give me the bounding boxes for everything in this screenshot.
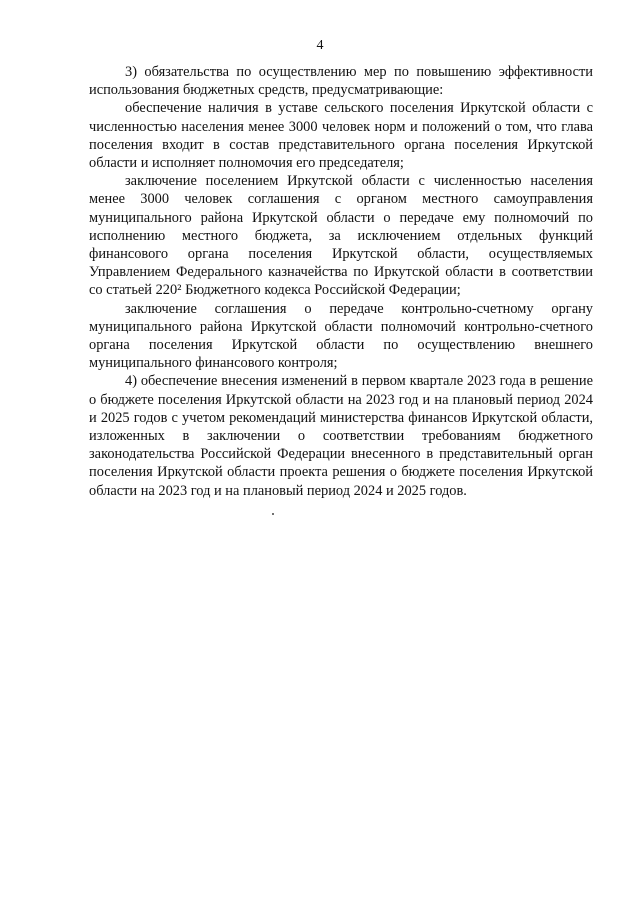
scan-dot-mark xyxy=(272,513,274,515)
page-number: 4 xyxy=(316,38,324,53)
paragraph-item-4-budget-amendments: 4) обеспечение внесения изменений в первом квартале 2023 года в решение о бюджете поселения Иркутской области на 2023 год и на плановый период 2024 и 2025 годов с учетом рекомендаций министерства финансов Иркутской области, изложенных в заключении о соответствии требованиям бюджетного законодательства Российской Федерации внесенного в представительный орган поселения Иркутской области проекта решения о бюджете поселения Иркутской области на 2023 год и на плановый период 2024 и 2025 годов. xyxy=(89,373,593,499)
paragraph-control-body-agreement: заключение соглашения о передаче контрольно-счетному органу муниципального района Иркутской области полномочий контрольно-счетного органа поселения Иркутской области по осуществлению внешнего муниципального финансового контроля; xyxy=(89,300,593,372)
document-body xyxy=(89,63,593,500)
paragraph-item-3-obligations: 3) обязательства по осуществлению мер по повышению эффективности использования бюджетных средств, предусматривающие: xyxy=(89,64,593,99)
paragraph-charter-provisions: обеспечение наличия в уставе сельского поселения Иркутской области с численностью населения менее 3000 человек норм и положений о том, что глава поселения входит в состав представительного органа поселения Иркутской области и исполняет полномочия его председателя; xyxy=(89,100,593,172)
paragraph-budget-execution-agreement: заключение поселением Иркутской области с численностью населения менее 3000 человек соглашения с органом местного самоуправления муниципального района Иркутской области о передаче ему полномочий по исполнению местного бюджета, за исключением отдельных функций финансового органа поселения Иркутской области, осуществляемых Управлением Федерального казначейства по Иркутской области в соответствии со статьей 220² Бюджетного кодекса Российской Федерации; xyxy=(89,173,593,299)
